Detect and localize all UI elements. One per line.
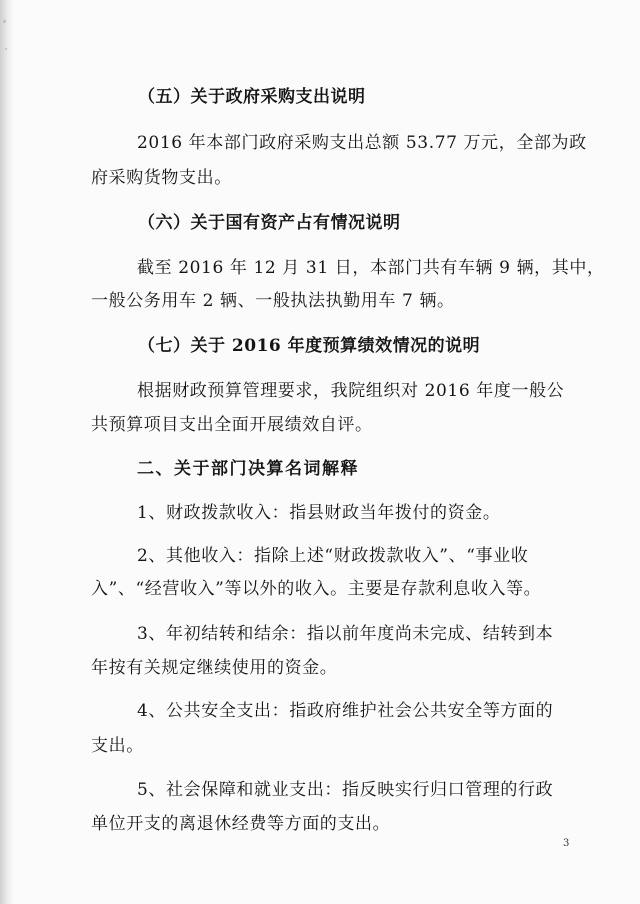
section-heading-7: （七）关于 2016 年度预算绩效情况的说明 — [138, 336, 481, 356]
paragraph-line: 2016 年本部门政府采购支出总额 53.77 万元，全部为政 — [137, 133, 587, 153]
term-item-5: 5、社会保障和就业支出：指反映实行归口管理的行政 — [137, 780, 554, 800]
term-item-2: 2、其他收入：指除上述“财政拨款收入”、“事业收 — [137, 546, 529, 566]
paragraph-line: 根据财政预算管理要求，我院组织对 2016 年度一般公 — [137, 381, 565, 401]
section-heading-terms: 二、关于部门决算名词解释 — [137, 459, 359, 479]
term-item-1: 1、财政拨款收入：指县财政当年拨付的资金。 — [137, 503, 501, 523]
section-heading-6: （六）关于国有资产占有情况说明 — [138, 213, 401, 233]
paragraph-line: 一般公务用车 2 辆、一般执法执勤用车 7 辆。 — [91, 291, 455, 311]
paragraph-line: 府采购货物支出。 — [91, 168, 232, 188]
term-item-4: 4、公共安全支出：指政府维护社会公共安全等方面的 — [137, 701, 554, 721]
paragraph-line: 单位开支的离退休经费等方面的支出。 — [91, 814, 391, 834]
paragraph-line: 截至 2016 年 12 月 31 日，本部门共有车辆 9 辆，其中， — [137, 258, 605, 278]
paragraph-line: 年按有关规定继续使用的资金。 — [91, 658, 338, 678]
page-number: 3 — [563, 838, 570, 849]
section-heading-5: （五）关于政府采购支出说明 — [138, 87, 366, 107]
paragraph-line: 支出。 — [91, 736, 144, 756]
term-item-3: 3、年初结转和结余：指以前年度尚未完成、结转到本 — [137, 624, 554, 644]
paragraph-line: 共预算项目支出全面开展绩效自评。 — [91, 415, 373, 435]
paragraph-line: 入”、“经营收入”等以外的收入。主要是存款利息收入等。 — [91, 579, 542, 599]
